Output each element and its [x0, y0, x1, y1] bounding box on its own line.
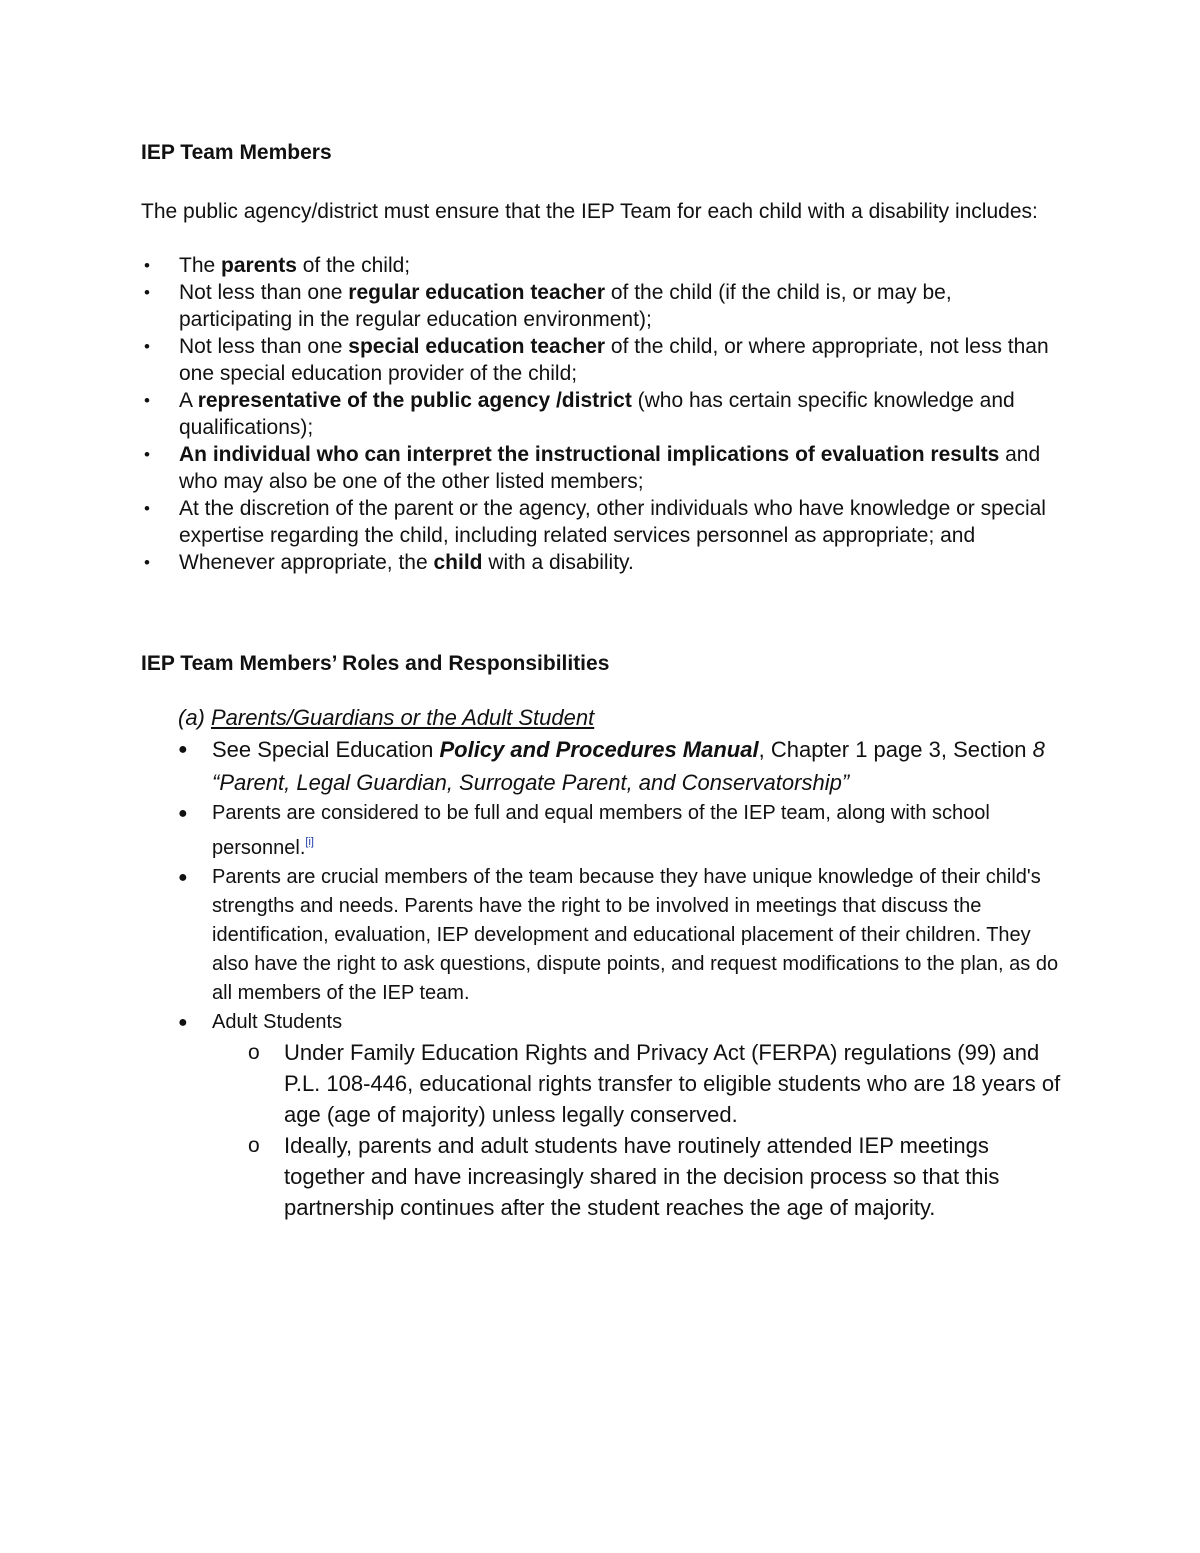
adult-students-sublist [248, 1037, 1061, 1223]
subsection-title [178, 703, 1061, 733]
item-text: The [179, 254, 222, 277]
item-text: of the child; [296, 254, 411, 277]
list-item-full-members [178, 799, 1061, 863]
circle-bullet-icon: o [248, 1041, 260, 1064]
subsection-title-text: Parents/Guardians or the Adult Student [211, 705, 595, 730]
section-number: 8 [1032, 737, 1045, 762]
item-text: Under Family Education Rights and Privacy Act (FERPA) regulations (99) and P.L. 108-446, educational rights transfer to eligible students who are 18 years of age (age of majority) unless legally conserved. [284, 1040, 1061, 1127]
sublist-item [248, 1130, 1061, 1223]
section-title-quote: “Parent, Legal Guardian, Surrogate Parent, and Conservatorship” [212, 770, 850, 795]
list-item [141, 387, 1061, 441]
item-text: At the discretion of the parent or the agency, other individuals who have knowledge or special expertise regarding the child, including related services personnel as appropriate; and [179, 497, 1046, 547]
bullet-icon: • [144, 256, 150, 275]
bullet-icon: ● [178, 1014, 188, 1031]
bullet-icon: • [144, 499, 150, 518]
list-item [141, 549, 1061, 576]
item-text: A [179, 389, 198, 412]
item-text: with a disability. [482, 551, 634, 574]
item-text: See Special Education [212, 737, 440, 762]
team-members-list [141, 252, 1061, 576]
item-text: , Chapter 1 page 3, Section [758, 737, 1033, 762]
item-bold-text: child [433, 551, 483, 574]
subsection-prefix: (a) [178, 705, 211, 730]
bullet-icon: • [144, 283, 150, 302]
item-text: of the child (if the child is, or may be, participating in the regular education environment); [179, 281, 952, 331]
sublist-item [248, 1037, 1061, 1130]
parents-list [178, 733, 1061, 1223]
item-text: Parents are crucial members of the team because they have unique knowledge of their child's strengths and needs. Parents have the right to be involved in meetings that discuss the identification, evaluation, IEP development and educational placement of their children. They also have the right to ask questions, dispute points, and request modifications to the plan, as do all members of the IEP team. [212, 866, 1059, 1004]
list-item-adult-students [178, 1008, 1061, 1223]
manual-title: Policy and Procedures Manual [439, 737, 759, 762]
section-heading-roles: IEP Team Members’ Roles and Responsibilities [141, 652, 610, 675]
circle-bullet-icon: o [248, 1134, 260, 1157]
item-text: Not less than one [179, 281, 349, 304]
list-item [141, 495, 1061, 549]
item-bold-text: An individual who can interpret the instructional implications of evaluation results [179, 443, 1000, 466]
intro-paragraph: The public agency/district must ensure that the IEP Team for each child with a disability includes: [141, 200, 1038, 223]
section-heading-team-members: IEP Team Members [141, 141, 332, 164]
footnote-link[interactable]: [i] [305, 836, 314, 848]
bullet-icon: • [144, 337, 150, 356]
list-item [141, 441, 1061, 495]
bullet-icon: • [144, 445, 150, 464]
item-bold-text: special education teacher [348, 335, 606, 358]
list-item-crucial [178, 863, 1061, 1008]
bullet-icon: ● [178, 805, 188, 822]
list-item [141, 333, 1061, 387]
list-item [141, 252, 1061, 279]
document-content [141, 139, 1061, 1223]
item-bold-text: representative of the public agency /district [197, 389, 632, 412]
item-text: Parents are considered to be full and equal members of the IEP team, along with school personnel. [212, 802, 990, 859]
item-bold-text: regular education teacher [348, 281, 606, 304]
list-item [141, 279, 1061, 333]
bullet-icon: • [144, 553, 150, 572]
item-text: Ideally, parents and adult students have routinely attended IEP meetings together and have increasingly shared in the decision process so that this partnership continues after the student reaches the age of majority. [284, 1133, 1000, 1220]
list-item-manual [178, 733, 1061, 799]
bullet-icon: ● [178, 741, 188, 758]
item-bold-text: parents [221, 254, 297, 277]
item-text: and who may also be one of the other listed members; [179, 443, 1041, 493]
item-text: Adult Students [212, 1011, 343, 1033]
bullet-icon: • [144, 391, 150, 410]
bullet-icon: ● [178, 869, 188, 886]
item-text: Whenever appropriate, the [179, 551, 434, 574]
item-text: of the child, or where appropriate, not less than one special education provider of the child; [179, 335, 1049, 385]
item-text: Not less than one [179, 335, 349, 358]
item-text: (who has certain specific knowledge and qualifications); [179, 389, 1015, 439]
